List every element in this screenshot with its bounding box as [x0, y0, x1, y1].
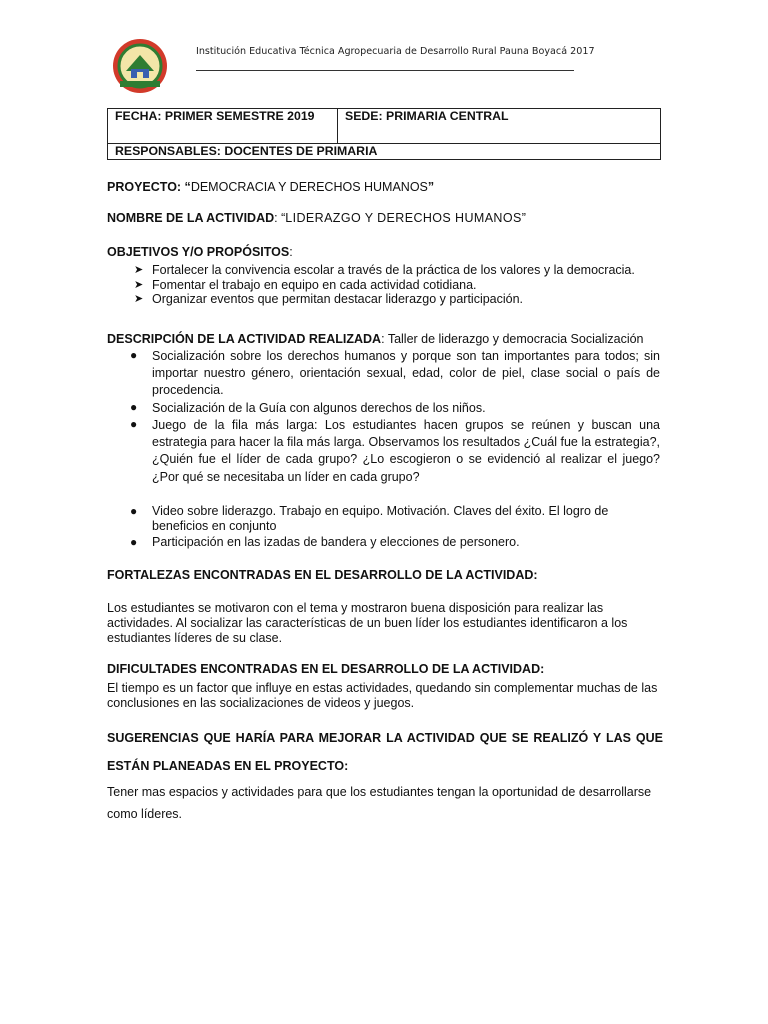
- objetivo-text: Fomentar el trabajo en equipo en cada actividad cotidiana.: [152, 277, 477, 292]
- list-item: [130, 504, 660, 534]
- descripcion-intro: : Taller de liderazgo y democracia Socialización: [381, 332, 644, 346]
- fortalezas-title: FORTALEZAS ENCONTRADAS EN EL DESARROLLO DE LA ACTIVIDAD:: [107, 568, 538, 582]
- proyecto-value: DEMOCRACIA Y DERECHOS HUMANOS: [190, 180, 428, 194]
- actividad-label: NOMBRE DE LA ACTIVIDAD: [107, 211, 275, 225]
- bullet-icon: ●: [130, 400, 138, 414]
- descripcion-item: Socialización de la Guía con algunos derechos de los niños.: [152, 401, 486, 415]
- descripcion-item: Participación en las izadas de bandera y elecciones de personero.: [152, 535, 520, 549]
- text-line: actividades. Al socializar las características de un buen líder los estudiantes identificaron a los: [107, 616, 628, 630]
- actividad-value: LIDERAZGO Y DERECHOS HUMANOS”: [285, 211, 527, 225]
- arrow-bullet-icon: ➤: [134, 264, 144, 276]
- dificultades-text: [107, 681, 663, 711]
- bullet-icon: ●: [130, 417, 138, 431]
- list-item: [130, 348, 660, 400]
- text-line: como líderes.: [107, 807, 183, 821]
- text-line: conclusiones en las socializaciones de videos y juegos.: [107, 696, 415, 710]
- proyecto-close: ”: [427, 180, 435, 194]
- descripcion-item: Juego de la fila más larga: Los estudiantes hacen grupos se reúnen y buscan una estrategia para hacer la fila más larga. Observamos los resultados ¿Cuál fue la estrategia?, ¿Quién fue el líder de cada grupo? ¿Lo escogieron o se evidenció al realizar el juego? ¿Por qué se necesitaba un líder en cada grupo?: [152, 418, 660, 484]
- header-divider: [196, 70, 574, 71]
- descripcion-item: Video sobre liderazgo. Trabajo en equipo. Motivación. Claves del éxito. El logro de beneficios en conjunto: [152, 504, 609, 533]
- sugerencias-text: [107, 781, 663, 825]
- institution-header: Institución Educativa Técnica Agropecuaria de Desarrollo Rural Pauna Boyacá 2017: [196, 46, 595, 57]
- objetivo-text: Organizar eventos que permitan destacar liderazgo y participación.: [152, 292, 524, 306]
- list-item: [134, 263, 635, 278]
- sugerencias-title-line2: ESTÁN PLANEADAS EN EL PROYECTO:: [107, 759, 349, 773]
- proyecto-line: [107, 180, 434, 194]
- text-line: Los estudiantes se motivaron con el tema y mostraron buena disposición para realizar las: [107, 601, 604, 615]
- list-item: [130, 400, 660, 417]
- text-line: El tiempo es un factor que influye en estas actividades, quedando sin complementar muchas de las: [107, 681, 658, 695]
- sugerencias-title: [107, 724, 663, 780]
- objetivos-title: OBJETIVOS Y/O PROPÓSITOS: [107, 245, 290, 259]
- objetivo-text: Fortalecer la convivencia escolar a través de la práctica de los valores y la democracia.: [152, 263, 635, 277]
- list-item: [130, 535, 660, 550]
- text-line: Tener mas espacios y actividades para que los estudiantes tengan la oportunidad de desarrollarse: [107, 785, 652, 799]
- arrow-bullet-icon: ➤: [134, 293, 144, 305]
- bullet-icon: ●: [130, 348, 138, 362]
- list-item: [130, 417, 660, 486]
- proyecto-label: PROYECTO: “: [107, 180, 191, 194]
- objetivos-colon: :: [289, 245, 293, 259]
- bullet-icon: ●: [130, 504, 138, 518]
- info-table: [107, 108, 661, 160]
- dificultades-title: DIFICULTADES ENCONTRADAS EN EL DESARROLLO DE LA ACTIVIDAD:: [107, 662, 545, 676]
- actividad-sep: : “: [274, 211, 286, 225]
- descripcion-item: Socialización sobre los derechos humanos y porque son tan importantes para todos; sin importar nuestro género, orientación sexual, edad, color de piel, clase social o país de procedencia.: [152, 349, 660, 398]
- school-seal-icon: [112, 38, 168, 94]
- actividad-line: [107, 211, 526, 225]
- bullet-icon: ●: [130, 535, 138, 549]
- fecha-cell: FECHA: PRIMER SEMESTRE 2019: [108, 109, 338, 144]
- list-item: [134, 292, 635, 307]
- sede-cell: SEDE: PRIMARIA CENTRAL: [338, 109, 661, 144]
- descripcion-heading: [107, 332, 644, 346]
- objetivos-list: [134, 263, 635, 307]
- list-item: [134, 278, 635, 293]
- responsables-cell: RESPONSABLES: DOCENTES DE PRIMARIA: [108, 144, 661, 160]
- objetivos-heading: [107, 245, 293, 259]
- fortalezas-text: [107, 601, 663, 646]
- descripcion-title: DESCRIPCIÓN DE LA ACTIVIDAD REALIZADA: [107, 332, 382, 346]
- arrow-bullet-icon: ➤: [134, 278, 144, 291]
- sugerencias-title-line1: SUGERENCIAS QUE HARÍA PARA MEJORAR LA ACTIVIDAD QUE SE REALIZÓ Y LAS QUE: [107, 731, 663, 745]
- text-line: estudiantes líderes de su clase.: [107, 631, 283, 645]
